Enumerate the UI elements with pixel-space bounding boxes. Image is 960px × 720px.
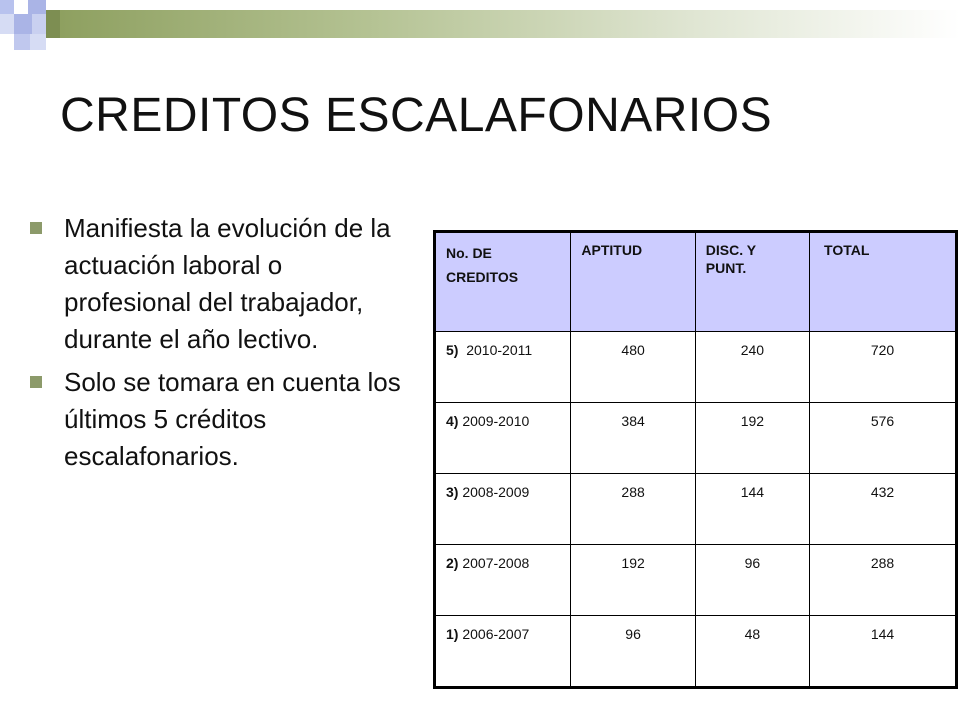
cell-credit [435, 403, 571, 474]
cell-disc: 48 [695, 616, 809, 688]
cell-total: 144 [810, 616, 957, 688]
cell-total: 576 [810, 403, 957, 474]
cell-aptitud: 384 [571, 403, 695, 474]
credit-number: 2) [446, 555, 459, 571]
header-total: TOTAL [810, 232, 957, 332]
credits-table [433, 230, 958, 689]
credit-period: 2010-2011 [466, 342, 533, 358]
cell-aptitud: 192 [571, 545, 695, 616]
header-no-creditos: No. DE CREDITOS [435, 232, 571, 332]
bullet-text: Manifiesta la evolución de la actuación laboral o profesional del trabajador, durante el año lectivo. [64, 213, 391, 354]
table-header-row [435, 232, 957, 332]
cell-aptitud: 288 [571, 474, 695, 545]
decor-square [14, 34, 30, 50]
decor-square [32, 14, 46, 34]
credit-number: 5) [446, 342, 459, 358]
bullet-item [30, 364, 410, 475]
bullet-text: Solo se tomara en cuenta los últimos 5 créditos escalafonarios. [64, 367, 401, 471]
cell-aptitud: 96 [571, 616, 695, 688]
cell-disc: 96 [695, 545, 809, 616]
decor-square [14, 14, 32, 34]
slide-title: CREDITOS ESCALAFONARIOS [60, 89, 773, 142]
credit-number: 1) [446, 626, 459, 642]
decor-square [14, 0, 28, 14]
table-row [435, 332, 957, 403]
square-bullet-icon [30, 222, 42, 234]
header-decoration [0, 0, 960, 60]
decor-square [30, 34, 46, 50]
decor-square [46, 10, 60, 38]
square-bullet-icon [30, 376, 42, 388]
bullet-list [30, 210, 410, 481]
bullet-item [30, 210, 410, 358]
credit-period: 2009-2010 [462, 413, 530, 429]
cell-credit [435, 474, 571, 545]
credit-period: 2008-2009 [462, 484, 530, 500]
table-row [435, 474, 957, 545]
header-disc-punt: DISC. Y PUNT. [695, 232, 809, 332]
table-row [435, 616, 957, 688]
table-row [435, 545, 957, 616]
cell-total: 288 [810, 545, 957, 616]
cell-total: 720 [810, 332, 957, 403]
credit-period: 2006-2007 [462, 626, 530, 642]
credit-number: 3) [446, 484, 459, 500]
header-aptitud: APTITUD [571, 232, 695, 332]
header-gradient-bar [60, 10, 960, 38]
table-row [435, 403, 957, 474]
cell-disc: 240 [695, 332, 809, 403]
cell-total: 432 [810, 474, 957, 545]
cell-credit [435, 616, 571, 688]
cell-disc: 144 [695, 474, 809, 545]
cell-credit [435, 332, 571, 403]
cell-disc: 192 [695, 403, 809, 474]
cell-aptitud: 480 [571, 332, 695, 403]
decor-square [28, 0, 46, 14]
decor-square [0, 14, 14, 34]
credit-number: 4) [446, 413, 459, 429]
cell-credit [435, 545, 571, 616]
credit-period: 2007-2008 [462, 555, 530, 571]
decor-square [0, 0, 14, 14]
